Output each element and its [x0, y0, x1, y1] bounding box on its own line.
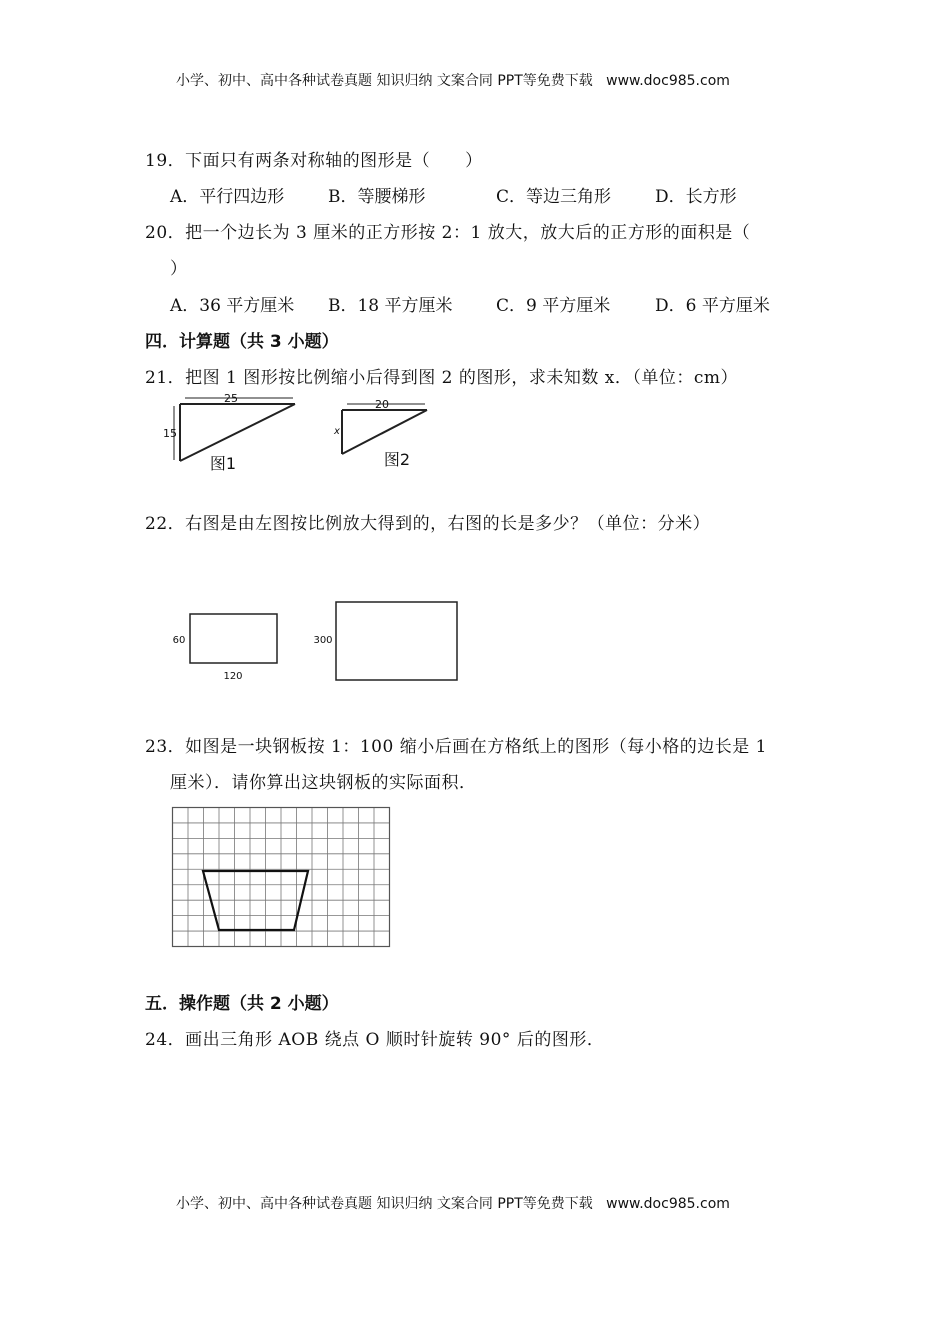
q19-option-c: C．等边三角形 — [496, 187, 612, 207]
fig1-side-label: 15 — [163, 427, 177, 440]
fig2-top-label: 20 — [375, 398, 389, 411]
fig2-hypotenuse — [342, 410, 427, 454]
fig1-caption: 图1 — [209, 454, 237, 473]
q21-figure-1 — [163, 392, 295, 473]
fig2-caption: 图2 — [383, 450, 411, 469]
question-24: 24．画出三角形 AOB 绕点 O 顺时针旋转 90° 后的图形． — [145, 1030, 605, 1050]
q20-option-a: A．36 平方厘米 — [170, 296, 295, 316]
page-footer — [176, 1193, 730, 1213]
q22-left-height-label: 60 — [172, 635, 186, 646]
q19-option-b: B．等腰梯形 — [328, 187, 426, 207]
header-url[interactable]: www.doc985.com — [606, 73, 730, 89]
question-22: 22．右图是由左图按比例放大得到的，右图的长是多少？（单位：分米） — [145, 514, 711, 534]
q22-right-rectangle — [336, 602, 457, 680]
q22-right-height-label: 300 — [313, 635, 333, 646]
section-4-title: 四．计算题（共 3 小题） — [145, 332, 339, 352]
q22-figures — [165, 595, 465, 687]
q20-option-b: B．18 平方厘米 — [328, 296, 453, 316]
q20-option-d: D．6 平方厘米 — [655, 296, 770, 316]
question-19: 19．下面只有两条对称轴的图形是（ ） — [145, 151, 483, 171]
q21-figure-2 — [333, 398, 427, 469]
q22-left-width-label: 120 — [223, 671, 243, 682]
q21-figures — [165, 390, 435, 475]
page-header — [176, 70, 730, 90]
q19-option-d: D．长方形 — [655, 187, 737, 207]
question-23-line1: 23．如图是一块钢板按 1：100 缩小后画在方格纸上的图形（每小格的边长是 1 — [145, 737, 767, 757]
footer-text: 小学、初中、高中各种试卷真题 知识归纳 文案合同 PPT等免费下载 — [176, 1196, 593, 1212]
question-23-line2: 厘米）．请你算出这块钢板的实际面积． — [170, 773, 477, 793]
fig1-hypotenuse — [180, 404, 295, 461]
section-5-title: 五．操作题（共 2 小题） — [145, 994, 339, 1014]
q22-left-rectangle — [190, 614, 277, 663]
fig1-top-label: 25 — [224, 392, 238, 405]
q19-option-a: A．平行四边形 — [170, 187, 285, 207]
footer-url[interactable]: www.doc985.com — [606, 1196, 730, 1212]
question-21: 21．把图 1 图形按比例缩小后得到图 2 的图形，求未知数 x．（单位：cm） — [145, 368, 739, 388]
question-20-line2: ） — [170, 259, 188, 279]
q23-grid-figure — [170, 805, 395, 951]
question-20-line1: 20．把一个边长为 3 厘米的正方形按 2：1 放大，放大后的正方形的面积是（ — [145, 223, 751, 243]
header-text: 小学、初中、高中各种试卷真题 知识归纳 文案合同 PPT等免费下载 — [176, 73, 593, 89]
q20-option-c: C．9 平方厘米 — [496, 296, 611, 316]
fig2-side-label: x — [334, 426, 340, 437]
